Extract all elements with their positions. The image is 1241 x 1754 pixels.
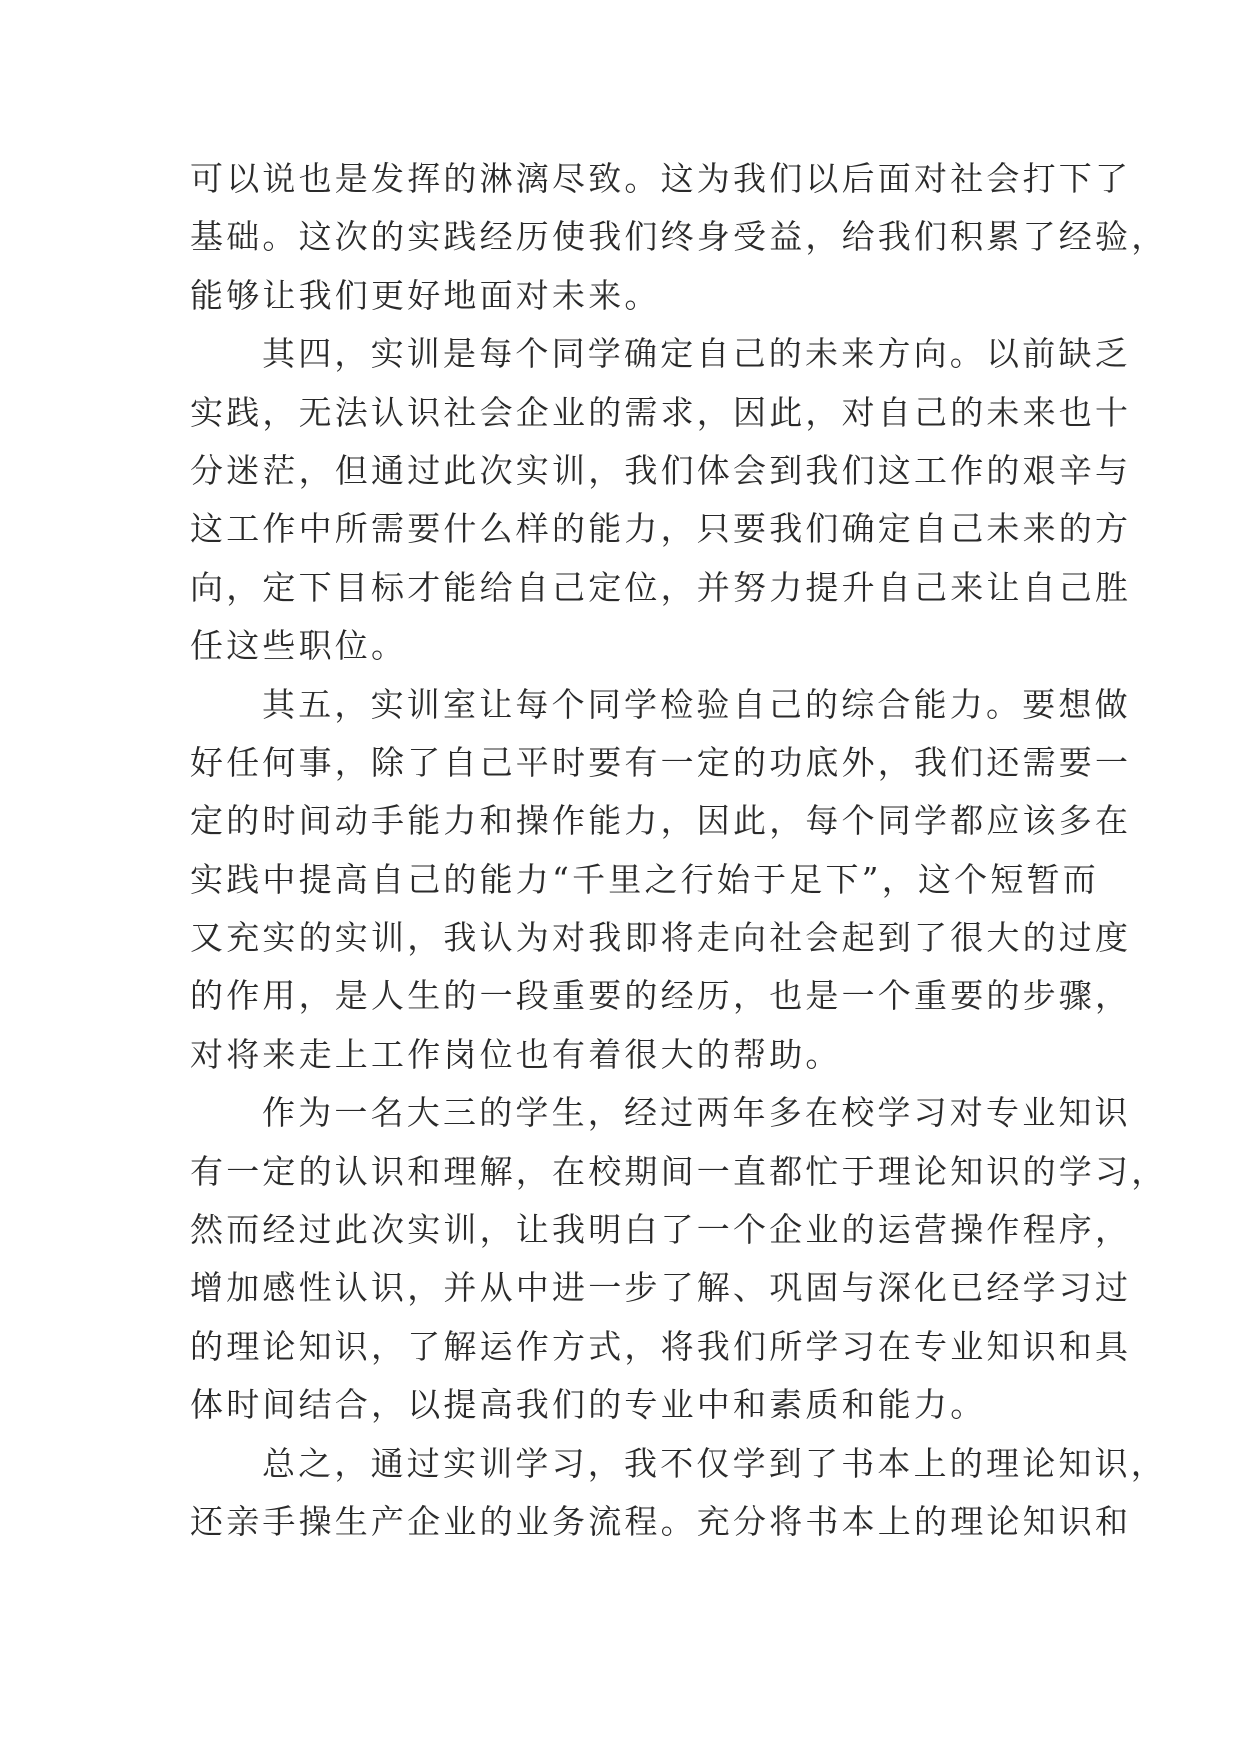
text-line: 的理论知识，了解运作方式，将我们所学习在专业知识和具 [190,1326,1132,1366]
text-line: 好任何事，除了自己平时要有一定的功底外，我们还需要一 [190,742,1132,782]
text-line: 定的时间动手能力和操作能力，因此，每个同学都应该多在 [190,801,1132,841]
paragraph-first-line: 其四，实训是每个同学确定自己的未来方向。以前缺乏 [262,334,1131,374]
text-line: 实践，无法认识社会企业的需求，因此，对自己的未来也十 [190,392,1132,432]
text-line: 分迷茫，但通过此次实训，我们体会到我们这工作的艰辛与 [190,450,1132,490]
text-line: 还亲手操生产企业的业务流程。充分将书本上的理论知识和 [190,1501,1132,1541]
text-line: 有一定的认识和理解，在校期间一直都忙于理论知识的学习， [190,1151,1168,1191]
paragraph-first-line: 作为一名大三的学生，经过两年多在校学习对专业知识 [262,1093,1131,1133]
paragraph-first-line: 总之，通过实训学习，我不仅学到了书本上的理论知识， [262,1443,1167,1483]
text-line: 基础。这次的实践经历使我们终身受益，给我们积累了经验， [190,217,1168,257]
text-line: 的作用，是人生的一段重要的经历，也是一个重要的步骤， [190,976,1132,1016]
paragraph-first-line: 其五，实训室让每个同学检验自己的综合能力。要想做 [262,684,1131,724]
text-line: 体时间结合，以提高我们的专业中和素质和能力。 [190,1385,987,1425]
text-line: 能够让我们更好地面对未来。 [190,275,661,315]
text-line: 这工作中所需要什么样的能力，只要我们确定自己未来的方 [190,509,1132,549]
text-line: 又充实的实训，我认为对我即将走向社会起到了很大的过度 [190,918,1132,958]
text-line: 可以说也是发挥的淋漓尽致。这为我们以后面对社会打下了 [190,159,1132,198]
text-line: 向，定下目标才能给自己定位，并努力提升自己来让自己胜 [190,567,1132,607]
text-line: 对将来走上工作岗位也有着很大的帮助。 [190,1034,842,1074]
document-body [190,150,1168,1551]
text-line: 实践中提高自己的能力“千里之行始于足下”，这个短暂而 [190,859,1099,899]
text-line: 任这些职位。 [190,626,408,666]
text-line: 然而经过此次实训，让我明白了一个企业的运营操作程序， [190,1210,1132,1250]
text-line: 增加感性认识，并从中进一步了解、巩固与深化已经学习过 [190,1268,1132,1308]
